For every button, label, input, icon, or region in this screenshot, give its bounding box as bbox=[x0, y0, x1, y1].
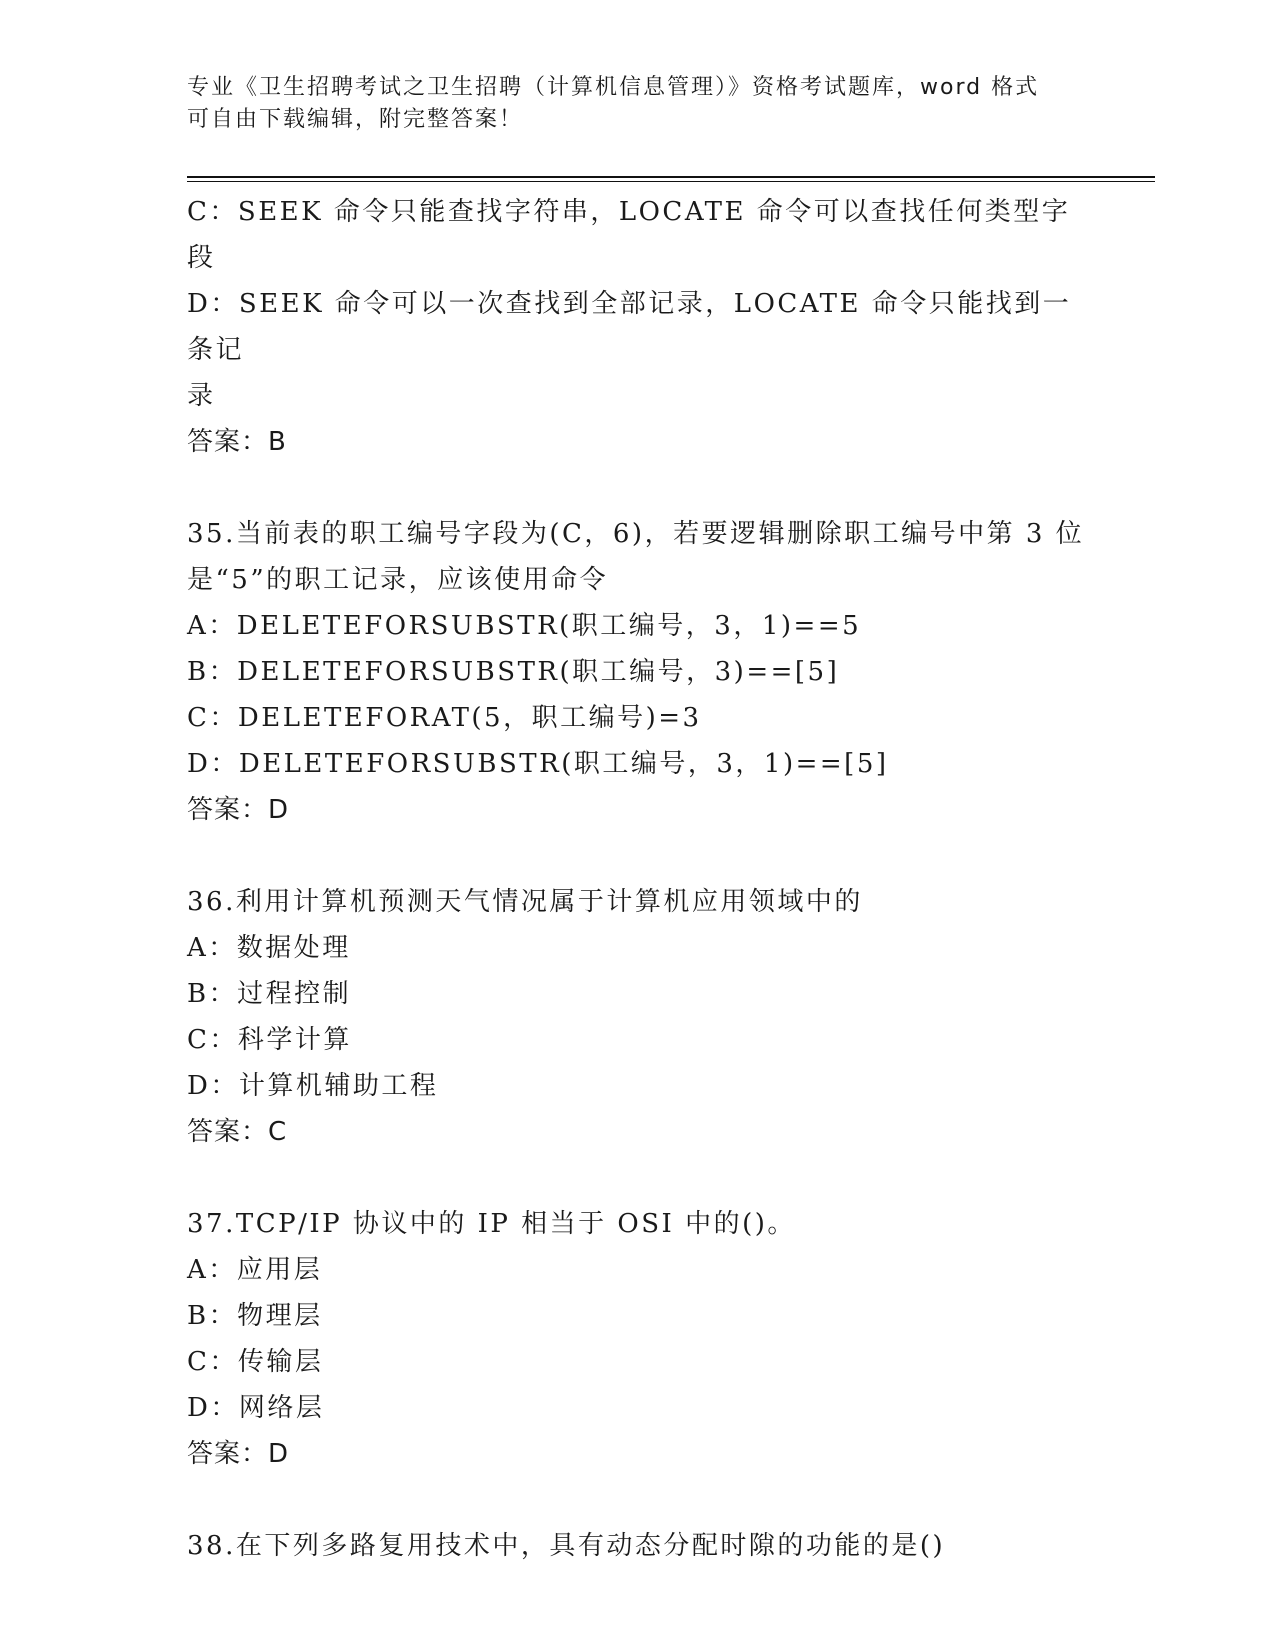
document-header bbox=[187, 72, 1067, 136]
option-c: C：传输层 bbox=[187, 1347, 324, 1377]
question-35 bbox=[187, 511, 1087, 833]
option-d-line-2: 录 bbox=[187, 381, 216, 411]
option-d: D：DELETEFORSUBSTR(职工编号，3，1)==[5] bbox=[187, 749, 889, 779]
spacer bbox=[187, 833, 1087, 879]
header-divider-thick bbox=[187, 176, 1155, 178]
question-37 bbox=[187, 1201, 1087, 1477]
question-stem: 36.利用计算机预测天气情况属于计算机应用领域中的 bbox=[187, 887, 863, 917]
header-title-line-1: 专业《卫生招聘考试之卫生招聘（计算机信息管理）》资格考试题库，word 格式 bbox=[187, 75, 1040, 100]
option-a: A：DELETEFORSUBSTR(职工编号，3，1)==5 bbox=[187, 611, 862, 641]
option-c: C：SEEK 命令只能查找字符串，LOCATE 命令可以查找任何类型字段 bbox=[187, 197, 1071, 273]
option-d: D：计算机辅助工程 bbox=[187, 1071, 439, 1101]
option-b: B：DELETEFORSUBSTR(职工编号，3)==[5] bbox=[187, 657, 840, 687]
question-38 bbox=[187, 1523, 1087, 1569]
answer-line: 答案：C bbox=[187, 1117, 288, 1147]
answer-line: 答案：D bbox=[187, 1439, 290, 1469]
option-a: A：数据处理 bbox=[187, 933, 351, 963]
header-divider-thin bbox=[187, 181, 1155, 182]
question-34-tail bbox=[187, 189, 1087, 465]
option-d: D：网络层 bbox=[187, 1393, 325, 1423]
option-c: C：科学计算 bbox=[187, 1025, 352, 1055]
option-a: A：应用层 bbox=[187, 1255, 323, 1285]
question-stem: 37.TCP/IP 协议中的 IP 相当于 OSI 中的()。 bbox=[187, 1209, 796, 1239]
answer-line: 答案：B bbox=[187, 427, 287, 457]
question-stem: 38.在下列多路复用技术中，具有动态分配时隙的功能的是() bbox=[187, 1531, 946, 1561]
spacer bbox=[187, 465, 1087, 511]
spacer bbox=[187, 1477, 1087, 1523]
option-c: C：DELETEFORAT(5，职工编号)=3 bbox=[187, 703, 702, 733]
question-36 bbox=[187, 879, 1087, 1155]
spacer bbox=[187, 1155, 1087, 1201]
question-list bbox=[187, 189, 1087, 1569]
question-stem-line-1: 35.当前表的职工编号字段为(C，6)，若要逻辑删除职工编号中第 3 位 bbox=[187, 519, 1085, 549]
option-b: B：物理层 bbox=[187, 1301, 323, 1331]
answer-line: 答案：D bbox=[187, 795, 290, 825]
option-b: B：过程控制 bbox=[187, 979, 352, 1009]
option-d-line-1: D：SEEK 命令可以一次查找到全部记录，LOCATE 命令只能找到一条记 bbox=[187, 289, 1072, 365]
header-title-line-2: 可自由下载编辑，附完整答案！ bbox=[187, 107, 524, 132]
question-stem-line-2: 是“5”的职工记录，应该使用命令 bbox=[187, 565, 609, 595]
